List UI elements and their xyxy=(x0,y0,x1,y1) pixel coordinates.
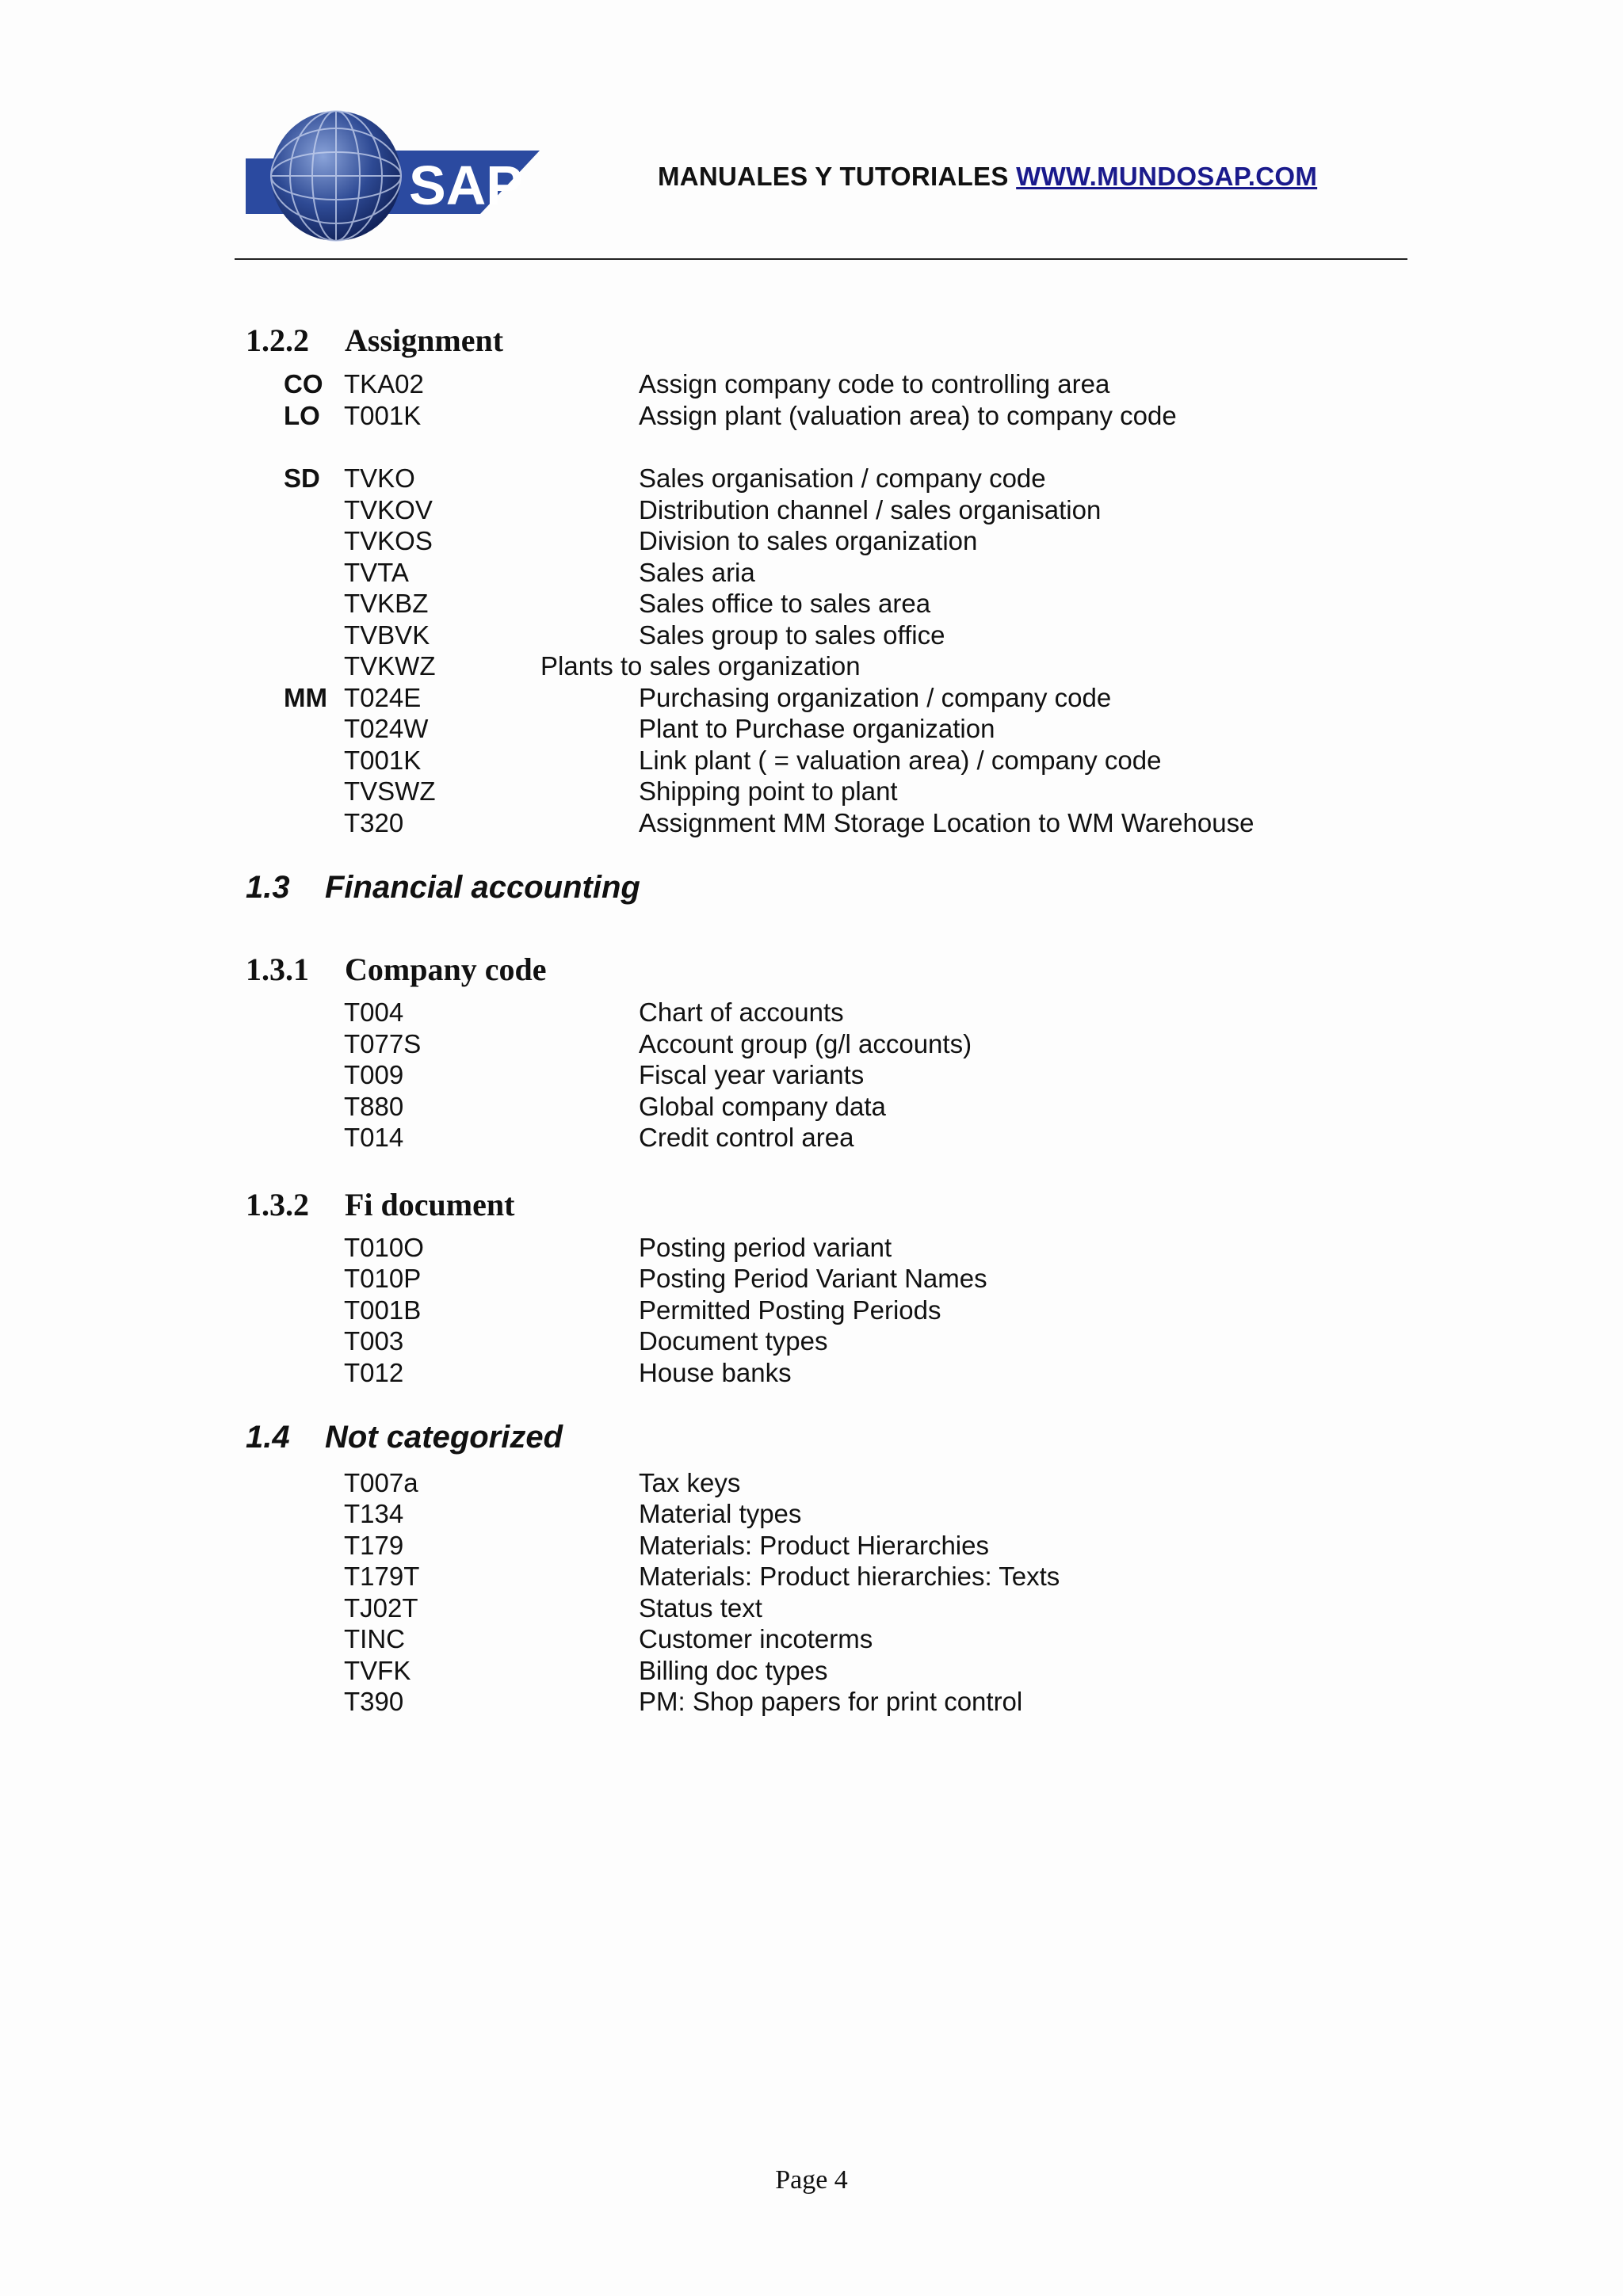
table-row: T390 PM: Shop papers for print control xyxy=(344,1687,1023,1716)
table-row: T024W Plant to Purchase organization xyxy=(344,714,995,743)
table-row: T014 Credit control area xyxy=(344,1123,854,1152)
heading-fi-document: 1.3.2 Fi document xyxy=(246,1187,515,1222)
svg-text:SAP: SAP xyxy=(409,154,523,216)
table-row: TVBVK Sales group to sales office xyxy=(344,620,945,650)
header-title xyxy=(658,162,1317,192)
table-row: TJ02T Status text xyxy=(344,1593,762,1623)
table-row: TVFK Billing doc types xyxy=(344,1656,828,1685)
table-row: CO TKA02 Assign company code to controlling area xyxy=(284,369,1110,399)
table-row: T004 Chart of accounts xyxy=(344,997,844,1027)
sap-logo xyxy=(242,103,544,242)
table-row: TVKOV Distribution channel / sales organisation xyxy=(344,495,1102,524)
table-row: LO T001K Assign plant (valuation area) to company code xyxy=(284,401,1177,430)
table-row: SD TVKO Sales organisation / company code xyxy=(284,463,1046,493)
table-row: T009 Fiscal year variants xyxy=(344,1060,865,1089)
heading-financial-accounting: 1.3 Financial accounting xyxy=(246,870,640,905)
table-row: TVSWZ Shipping point to plant xyxy=(344,776,898,806)
table-row: T012 House banks xyxy=(344,1358,792,1387)
page-number: Page 4 xyxy=(775,2165,848,2195)
heading-company-code: 1.3.1 Company code xyxy=(246,952,547,987)
heading-not-categorized: 1.4 Not categorized xyxy=(246,1420,563,1455)
table-row: T179T Materials: Product hierarchies: Texts xyxy=(344,1562,1060,1591)
table-row: T320 Assignment MM Storage Location to WM Warehouse xyxy=(344,808,1254,837)
table-row: T010O Posting period variant xyxy=(344,1233,892,1262)
heading-assignment: 1.2.2 Assignment xyxy=(246,322,504,358)
table-row: T001K Link plant ( = valuation area) / company code xyxy=(344,746,1162,775)
table-row: TINC Customer incoterms xyxy=(344,1624,873,1653)
table-row: T880 Global company data xyxy=(344,1092,886,1121)
table-row: T077S Account group (g/l accounts) xyxy=(344,1029,972,1058)
table-row: T007a Tax keys xyxy=(344,1468,741,1497)
table-row: TVKWZ Plants to sales organization xyxy=(344,651,861,681)
table-row: TVTA Sales aria xyxy=(344,558,755,587)
header-link[interactable]: WWW.MUNDOSAP.COM xyxy=(1016,162,1318,191)
table-row: MM T024E Purchasing organization / company code xyxy=(284,683,1112,712)
table-row: T179 Materials: Product Hierarchies xyxy=(344,1531,989,1560)
table-row: TVKBZ Sales office to sales area xyxy=(344,589,931,618)
header-divider xyxy=(235,258,1407,260)
table-row: T001B Permitted Posting Periods xyxy=(344,1295,941,1325)
table-row: TVKOS Division to sales organization xyxy=(344,526,978,555)
header-title-text: MANUALES Y TUTORIALES xyxy=(658,162,1009,191)
table-row: T003 Document types xyxy=(344,1326,828,1356)
table-row: T134 Material types xyxy=(344,1499,802,1528)
table-row: T010P Posting Period Variant Names xyxy=(344,1264,987,1293)
